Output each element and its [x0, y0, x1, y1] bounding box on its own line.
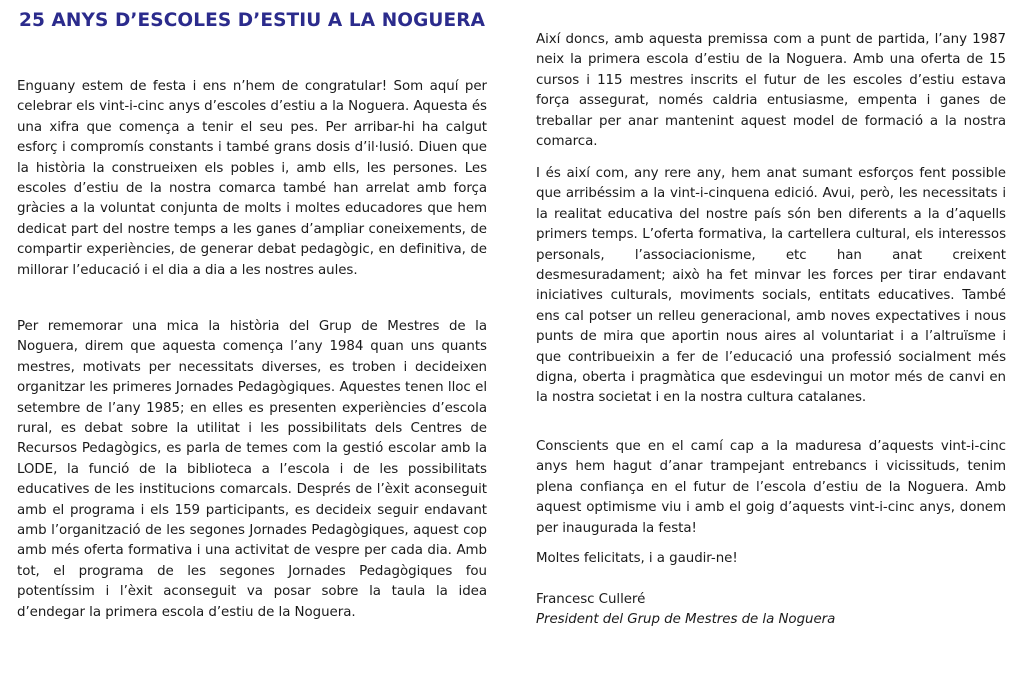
paragraph: Enguany estem de festa i ens n’hem de congratular! Som aquí per celebrar els vint-i-cinc anys d’escoles d’estiu a la Noguera. Aquesta és una xifra que comença a tenir el seu pes. Per arribar-hi ha calgut esforç i compromís constants i també grans dosis d’il·lusió. Diuen que la història la construeixen els pobles i, amb ells, les persones. Les escoles d’estiu de la nostra comarca també han arrelat amb força gràcies a la voluntat conjunta de molts i moltes educadores que hem dedicat part del nostre temps a les ganes d’ampliar coneixements, de compartir experiències, de generar debat pedagògic, en definitiva, de millorar l’educació i el dia a dia a les nostres aules.	[17, 79, 487, 278]
closing-line: Moltes felicitats, i a gaudir-ne!	[536, 551, 738, 566]
signature-role: President del Grup de Mestres de la Noguera	[536, 612, 836, 627]
paragraph: Per rememorar una mica la història del Grup de Mestres de la Noguera, direm que aquesta comença l’any 1984 quan uns quants mestres, motivats per necessitats diverses, es troben i decideixen organitzar les primeres Jornades Pedagògiques. Aquestes tenen lloc el setembre de l’any 1985; en elles es presenten experiències d’escola rural, es debat sobre la utilitat i les possibilitats dels Centres de Recursos Pedagògics, es parla de temes com la gestió escolar amb la LODE, la funció de la biblioteca a l’escola i de les possibilitats educatives de les institucions comarcals. Després de l’èxit aconseguit amb el programa i els 159 participants, es decideix seguir endavant amb l’organització de les segones Jornades Pedagògiques, aquest cop amb més oferta formativa i una activitat de vespre per cada dia. Amb tot, el programa de les segones Jornades Pedagògiques fou potentíssim i l’èxit aconseguit va posar sobre la taula la idea d’endegar la primera escola d’estiu de la Noguera.	[17, 319, 487, 620]
paragraph: I és així com, any rere any, hem anat sumant esforços fent possible que arribéssim a la vint-i-cinquena edició. Avui, però, les necessitats i la realitat educativa del nostre país són ben diferents a la d’aquells primers temps. L’oferta formativa, la cartellera cultural, els interessos personals, l’associacionisme, etc han anat creixent desmesuradament; això ha fet minvar les forces per tirar endavant iniciatives culturals, moviments socials, entitats educatives. També ens cal potser un relleu generacional, amb noves expectatives i nous punts de mira que aportin nous aires al voluntariat i a l’altruïsme i que contribueixin a fer de l’educació una professió socialment més digna, oberta i pragmàtica que esdevingui un motor més de canvi en la nostra societat i en la nostra cultura catalanes.	[536, 166, 1006, 406]
paragraph: Conscients que en el camí cap a la maduresa d’aquests vint-i-cinc anys hem hagut d’anar trampejant entrebancs i vicissituds, tenim plena confiança en el futur de l’escola d’estiu de la Noguera. Amb aquest optimisme viu i amb el goig d’aquests vint-i-cinc anys, donem per inaugurada la festa!	[536, 439, 1006, 536]
article-title: 25 ANYS D’ESCOLES D’ESTIU A LA NOGUERA	[19, 10, 486, 31]
signature-name: Francesc Culleré	[536, 592, 646, 607]
paragraph: Així doncs, amb aquesta premissa com a punt de partida, l’any 1987 neix la primera escola d’estiu de la Noguera. Amb una oferta de 15 cursos i 115 mestres inscrits el futur de les escoles d’estiu estava força assegurat, només caldria entusiasme, empenta i ganes de treballar per anar mantenint aquest model de formació a la nostra comarca.	[536, 32, 1006, 150]
